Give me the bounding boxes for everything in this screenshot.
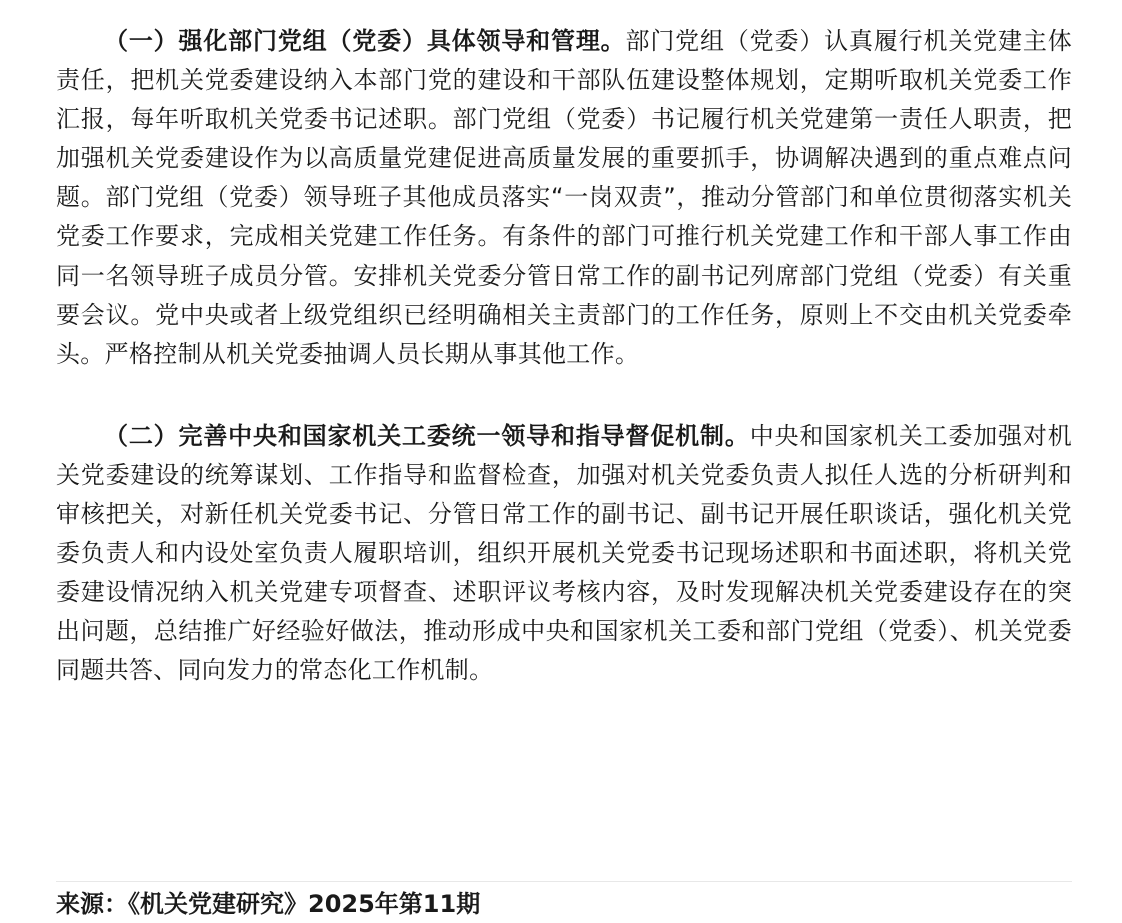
- paragraph-1-lead: （一）强化部门党组（党委）具体领导和管理。: [104, 27, 626, 55]
- source-line: 来源：《机关党建研究》2025年第11期: [56, 890, 481, 918]
- paragraph-1-text: 部门党组（党委）认真履行机关党建主体责任，把机关党委建设纳入本部门党的建设和干部队伍建设整体规划，定期听取机关党委工作汇报，每年听取机关党委书记述职。部门党组（党委）书记履行机关党建第一责任人职责，把加强机关党委建设作为以高质量党建促进高质量发展的重要抓手，协调解决遇到的重点难点问题。部门党组（党委）领导班子其他成员落实“一岗双责”，推动分管部门和单位贯彻落实机关党委工作要求，完成相关党建工作任务。有条件的部门可推行机关党建工作和干部人事工作由同一名领导班子成员分管。安排机关党委分管日常工作的副书记列席部门党组（党委）有关重要会议。党中央或者上级党组织已经明确相关主责部门的工作任务，原则上不交由机关党委牵头。严格控制从机关党委抽调人员长期从事其他工作。: [56, 27, 1072, 368]
- paragraph-1: [56, 22, 1072, 374]
- paragraph-2-lead: （二）完善中央和国家机关工委统一领导和指导督促机制。: [104, 421, 750, 450]
- article-body: [56, 22, 1072, 691]
- paragraph-2: [56, 417, 1072, 691]
- paragraph-2-text: 中央和国家机关工委加强对机关党委建设的统筹谋划、工作指导和监督检查，加强对机关党委负责人拟任人选的分析研判和审核把关，对新任机关党委书记、分管日常工作的副书记、副书记开展任职谈话，强化机关党委负责人和内设处室负责人履职培训，组织开展机关党委书记现场述职和书面述职，将机关党委建设情况纳入机关党建专项督查、述职评议考核内容，及时发现解决机关党委建设存在的突出问题，总结推广好经验好做法，推动形成中央和国家机关工委和部门党组（党委）、机关党委同题共答、同向发力的常态化工作机制。: [56, 421, 1072, 685]
- source-divider: [56, 881, 1072, 882]
